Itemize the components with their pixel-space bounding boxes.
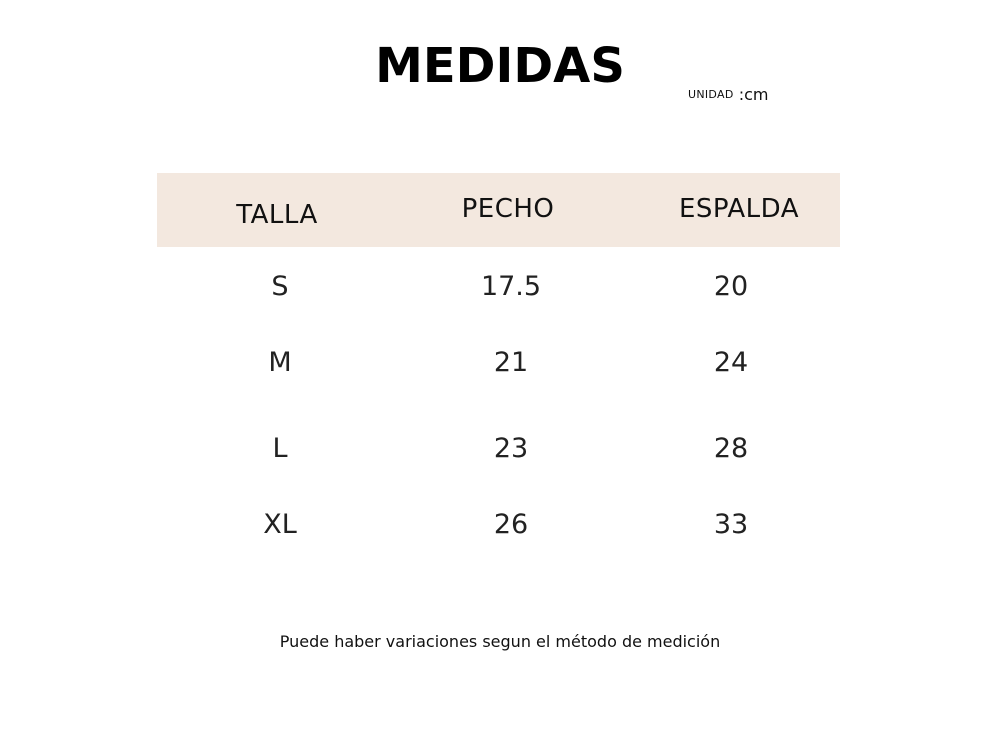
header-pecho: PECHO [461, 194, 555, 224]
cell-pecho: 21 [493, 347, 529, 378]
cell-size: S [271, 271, 289, 302]
cell-size: L [272, 433, 288, 464]
unit-indicator [688, 84, 768, 104]
cell-pecho: 23 [493, 433, 529, 464]
unit-value: :cm [738, 85, 769, 104]
cell-espalda: 20 [713, 271, 749, 302]
measurement-note: Puede haber variaciones segun el método de medición [279, 632, 721, 651]
cell-pecho: 17.5 [480, 271, 542, 302]
cell-espalda: 28 [713, 433, 749, 464]
cell-size: M [268, 347, 292, 378]
cell-espalda: 33 [713, 509, 749, 540]
page-title: MEDIDAS [375, 38, 625, 94]
cell-size: XL [263, 509, 297, 540]
cell-pecho: 26 [493, 509, 529, 540]
unit-label: UNIDAD [688, 88, 734, 101]
cell-espalda: 24 [713, 347, 749, 378]
header-talla: TALLA [236, 200, 318, 230]
header-espalda: ESPALDA [678, 194, 800, 224]
